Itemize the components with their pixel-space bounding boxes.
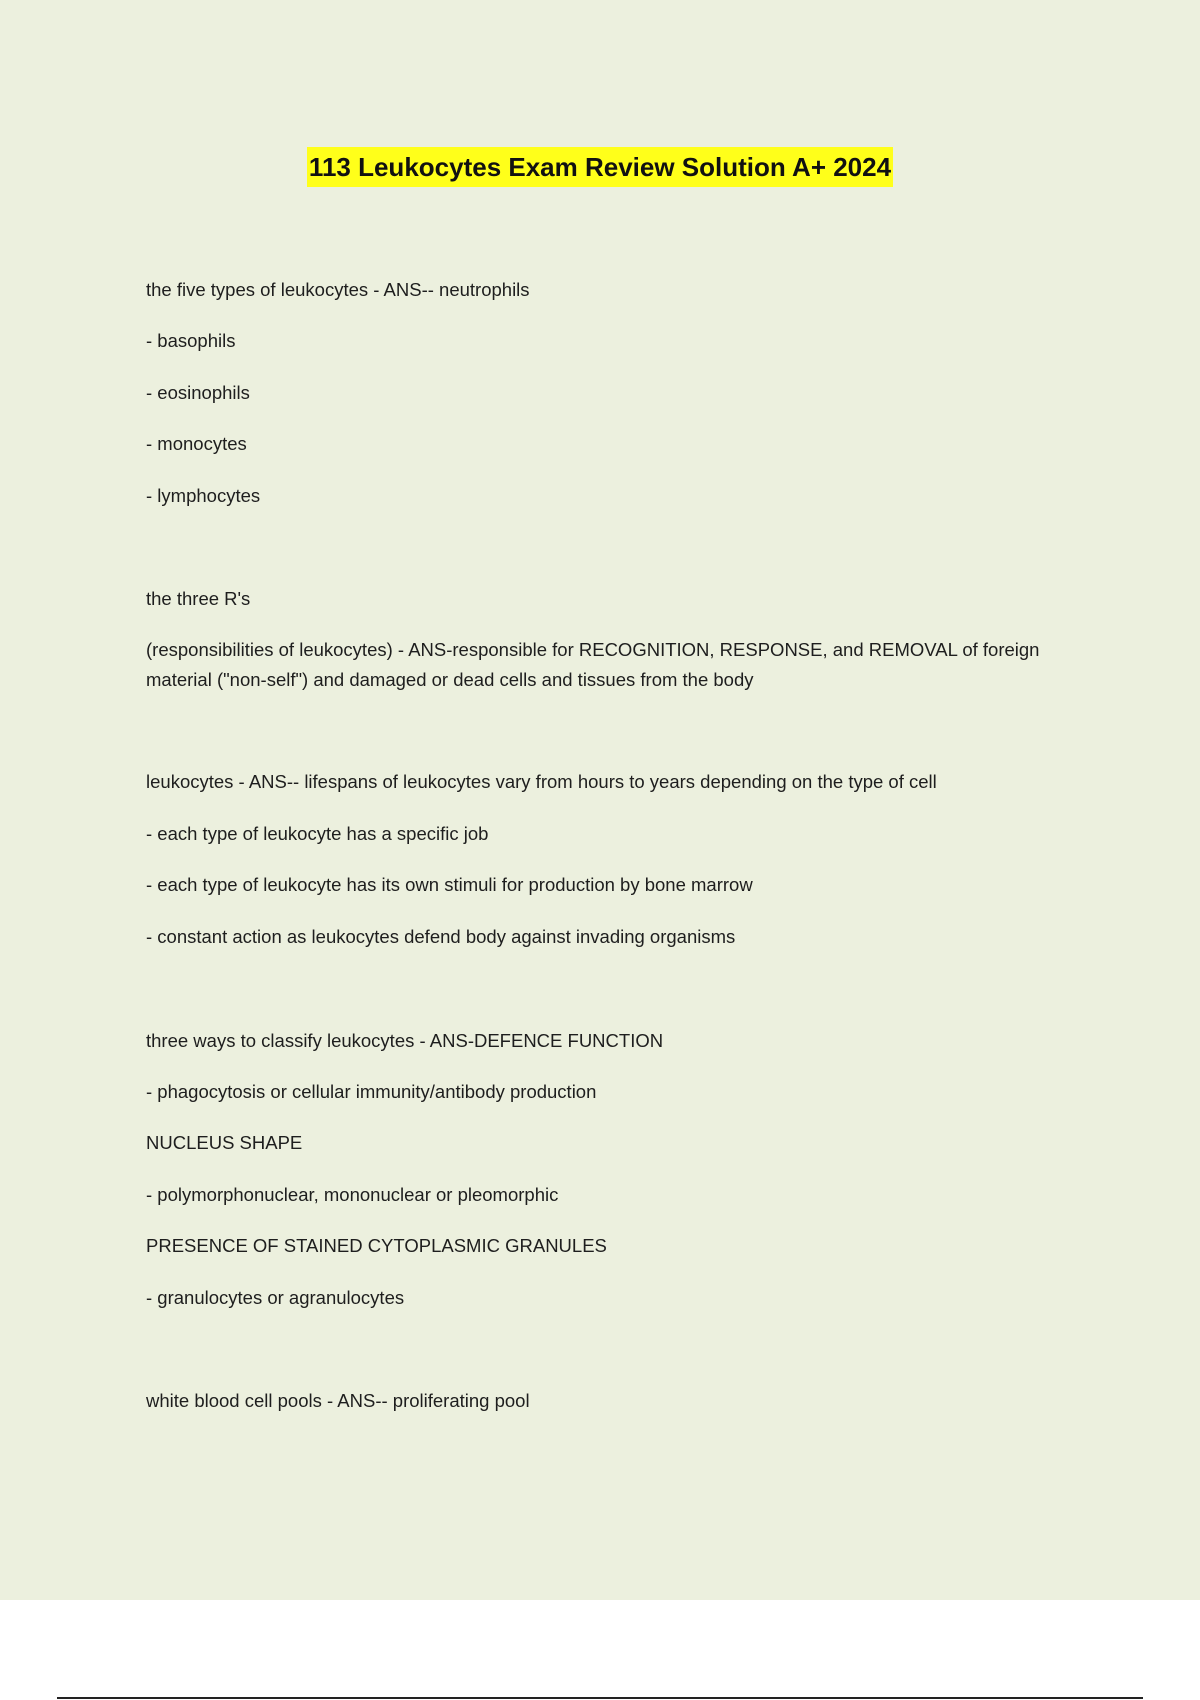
text-line: - phagocytosis or cellular immunity/antibody production (146, 1081, 597, 1102)
footer-divider (57, 1697, 1143, 1699)
text-line: - constant action as leukocytes defend body against invading organisms (146, 926, 736, 947)
text-line: three ways to classify leukocytes - ANS-DEFENCE FUNCTION (146, 1030, 664, 1051)
text-line: - granulocytes or agranulocytes (146, 1287, 405, 1308)
text-line: - eosinophils (146, 382, 250, 403)
text-line: white blood cell pools - ANS-- proliferating pool (146, 1390, 530, 1411)
text-line: - each type of leukocyte has its own stimuli for production by bone marrow (146, 874, 753, 895)
text-paragraph: (responsibilities of leukocytes) - ANS-responsible for RECOGNITION, RESPONSE, and REMOVAL of foreign material ("non-self") and damaged or dead cells and tissues from the body (146, 639, 1040, 690)
text-line: the five types of leukocytes - ANS-- neutrophils (146, 279, 530, 300)
text-line: leukocytes - ANS-- lifespans of leukocytes vary from hours to years depending on the type of cell (146, 771, 937, 792)
text-line: PRESENCE OF STAINED CYTOPLASMIC GRANULES (146, 1235, 607, 1256)
text-line: - lymphocytes (146, 485, 261, 506)
text-line: the three R's (146, 588, 251, 609)
text-line: - monocytes (146, 433, 247, 454)
document-title: 113 Leukocytes Exam Review Solution A+ 2024 (307, 147, 893, 187)
text-line: - basophils (146, 330, 236, 351)
text-line: NUCLEUS SHAPE (146, 1132, 303, 1153)
title-container (0, 147, 1200, 187)
text-line: - each type of leukocyte has a specific job (146, 823, 489, 844)
text-line: - polymorphonuclear, mononuclear or pleomorphic (146, 1184, 559, 1205)
